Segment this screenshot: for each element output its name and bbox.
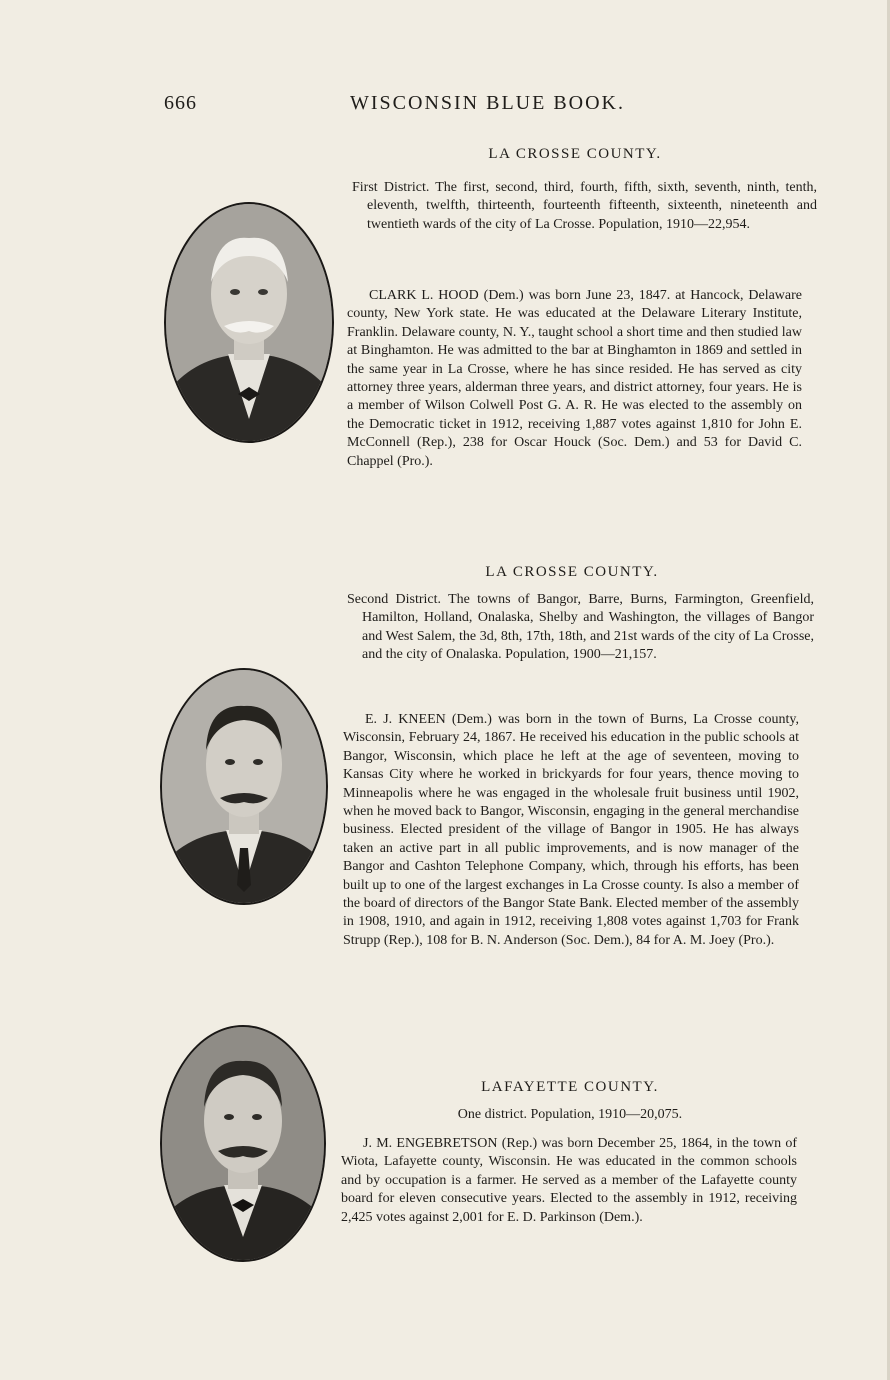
biography-j-m-engebretson: J. M. ENGEBRETSON (Rep.) was born December 25, 1864, in the town of Wiota, Lafayette county, Wisconsin. He was educated in the common schools and by occupation is a farmer. He served as a member of the Lafayette county board for eleven consecutive years. Elected to the assembly in 1912, receiving 2,425 votes against 2,001 for E. D. Parkinson (Dem.). [341, 1136, 797, 1225]
district-description-second: Second District. The towns of Bangor, Barre, Burns, Farmington, Greenfield, Hamilton, Holland, Onalaska, Shelby and Washington, the villages of Bangor and West Salem, the 3d, 8th, 17th, 18th, and 21st wards of the city of La Crosse, and the city of Onalaska. Population, 1900—21,157. [347, 592, 814, 663]
portrait-photo-2 [162, 670, 326, 903]
section-title-la-crosse-first: LA CROSSE COUNTY. [488, 146, 662, 162]
biography-e-j-kneen: E. J. KNEEN (Dem.) was born in the town of Burns, La Crosse county, Wisconsin, February 24, 1867. He received his education in the public schools at Bangor, Wisconsin, which place he left at the age of seventeen, moving to Kansas City where he worked in brickyards for four years, thence moving to Minneapolis where he was engaged in the wholesale fruit business until 1902, when he moved back to Bangor, Wisconsin, engaging in the general merchandise business. Elected president of the village of Bangor in 1905. He has always taken an active part in all public improvements, and is now manager of the Bangor and Cashton Telephone Company, which, through his efforts, has been built up to one of the largest exchanges in La Crosse county. Is also a member of the board of directors of the Bangor State Bank. Elected member of the assembly in 1908, 1910, and again in 1912, receiving 1,808 votes against 1,703 for Frank Strupp (Rep.), 108 for B. N. Anderson (Soc. Dem.), 84 for A. M. Joey (Pro.). [343, 712, 799, 948]
portrait-photo-3 [162, 1027, 324, 1260]
running-title: WISCONSIN BLUE BOOK. [350, 92, 625, 114]
district-description-lafayette: One district. Population, 1910—20,075. [457, 1107, 683, 1122]
page-number: 666 [164, 92, 197, 114]
biography-clark-l-hood: CLARK L. HOOD (Dem.) was born June 23, 1847. at Hancock, Delaware county, New York state. He was educated at the Delaware Literary Institute, Franklin. Delaware county, N. Y., taught school a short time and then studied law at Binghamton. He was admitted to the bar at Binghamton in 1869 and settled in the same year in La Crosse, where he has since resided. He has served as city attorney three years, alderman three years, and district attorney, four years. He is a member of Wilson Colwell Post G. A. R. He was elected to the assembly on the Democratic ticket in 1912, receiving 1,887 votes against 1,810 for John E. McConnell (Rep.), 238 for Oscar Houck (Soc. Dem.) and 53 for David C. Chappel (Pro.). [347, 288, 802, 469]
section-title-la-crosse-second: LA CROSSE COUNTY. [485, 564, 659, 580]
portrait-e-j-kneen [160, 668, 328, 905]
portrait-j-m-engebretson [160, 1025, 326, 1262]
section-title-lafayette: LAFAYETTE COUNTY. [481, 1079, 659, 1095]
district-description-first: First District. The first, second, third, fourth, fifth, sixth, seventh, ninth, tenth, eleventh, twelfth, thirteenth, fourteenth fifteenth, sixteenth, nineteenth and twentieth wards of the city of La Crosse. Population, 1910—22,954. [352, 180, 817, 232]
portrait-photo-1 [166, 204, 332, 441]
portrait-clark-l-hood [164, 202, 334, 443]
